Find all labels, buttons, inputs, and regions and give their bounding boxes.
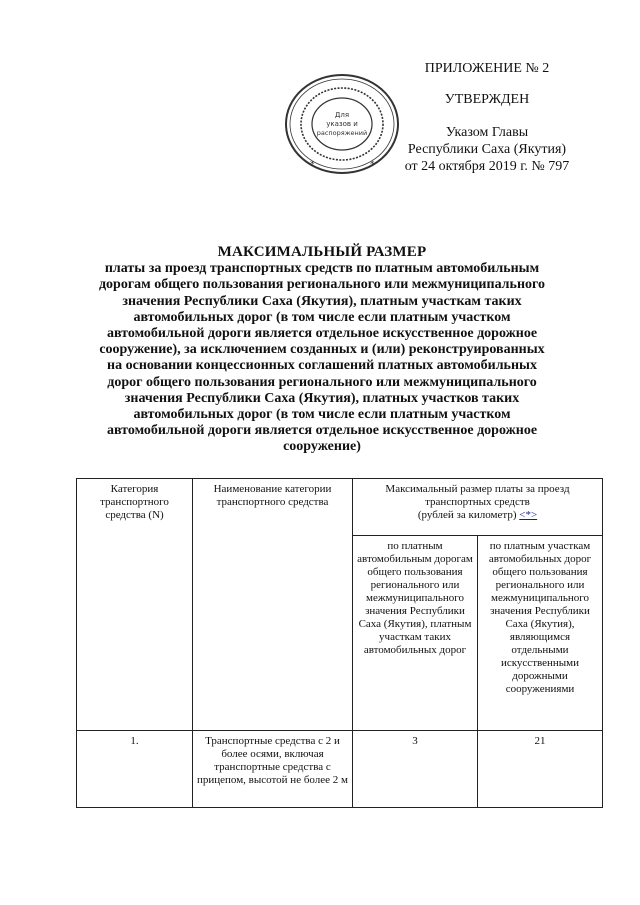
seal-icon xyxy=(282,72,402,177)
header-max-fee-text: Максимальный размер платы за проезд транспортных средств xyxy=(385,483,570,508)
svg-text:*: * xyxy=(310,160,315,170)
fee-table xyxy=(76,478,603,808)
approved-label: УТВЕРЖДЕН xyxy=(444,92,530,107)
title-body: платы за проезд транспортных средств по платным автомобильным дорогам общего пользования регионального или межмуниципального значения Республики Саха (Якутия), платным участкам таких автомобильных дорог (в том числе если платным участком автомобильной дороги является отдельное искусственное дорожное сооружение), за исключением созданных и (или) реконструированных на основании концессионных соглашений платных автомобильных дорог общего пользования регионального или межмуниципального значения Республики Саха (Якутия), платных участков таких автомобильных дорог (в том числе если платным участком автомобильной дороги является отдельное искусственное дорожное сооружение) xyxy=(98,261,546,455)
cell-name: Транспортные средства с 2 и более осями, включая транспортные средства с прицепом, высотой не более 2 м xyxy=(193,731,353,808)
footnote-link[interactable]: <*> xyxy=(519,509,538,521)
header-sections: по платным участкам автомобильных дорог общего пользования регионального или межмуниципального значения Республики Саха (Якутия), являющимся отдельными искусственными дорожными сооружениями xyxy=(478,536,603,731)
approval-block xyxy=(372,60,602,175)
decree-label: Указом Главы xyxy=(445,125,529,140)
header-max-fee xyxy=(353,479,603,536)
svg-text:*: * xyxy=(370,160,375,170)
header-category-name: Наименование категории транспортного средства xyxy=(193,479,353,731)
cell-sections-fee: 21 xyxy=(478,731,603,808)
republic-label: Республики Саха (Якутия) xyxy=(407,142,567,157)
cell-category: 1. xyxy=(77,731,193,808)
document-title xyxy=(96,244,548,456)
seal-inner-line3: распоряжений xyxy=(316,129,368,137)
table-row xyxy=(77,731,603,808)
seal-inner-line1: Для xyxy=(334,111,350,119)
header-roads: по платным автомобильным дорогам общего пользования регионального или межмуниципального значения Республики Саха (Якутия), платным участкам таких автомобильных дорог xyxy=(353,536,478,731)
official-seal-stamp xyxy=(282,72,402,177)
title-heading: МАКСИМАЛЬНЫЙ РАЗМЕР xyxy=(217,244,427,260)
appendix-label: ПРИЛОЖЕНИЕ № 2 xyxy=(424,61,550,76)
header-max-fee-unit: (рублей за километр) xyxy=(417,509,517,521)
cell-roads-fee: 3 xyxy=(353,731,478,808)
decree-date: от 24 октября 2019 г. № 797 xyxy=(404,159,570,174)
seal-inner-line2: указов и xyxy=(326,120,358,128)
header-category: Категория транспортного средства (N) xyxy=(77,479,193,731)
